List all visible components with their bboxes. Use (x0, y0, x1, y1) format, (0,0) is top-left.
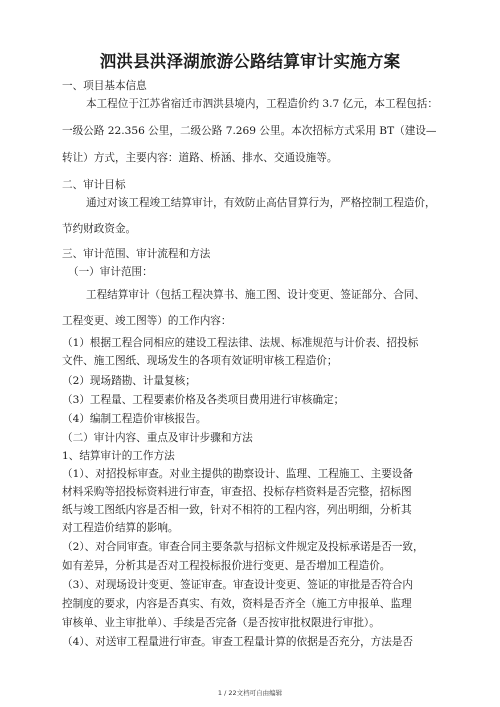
paragraph-line: 纸与竣工图纸内容是否相一致，针对不相符的工程内容，列出明细，分析其 (62, 504, 412, 516)
list-item: （2）现场踏勘、计量复核； (62, 375, 196, 387)
subsection-heading: （二）审计内容、重点及审计步骤和方法 (62, 432, 253, 444)
paragraph-line: 控制度的要求，内容是否真实、有效，资料是否齐全（施工方申报单、监理 (62, 598, 412, 610)
paragraph-line: 工程结算审计（包括工程决算书、施工图、设计变更、签证部分、合同、 (86, 289, 425, 301)
list-item-line: 文件、施工图纸、现场发生的各项有效证明审核工程造价； (62, 355, 338, 367)
paragraph-line: 工程变更、竣工图等）的工作内容： (62, 315, 232, 327)
paragraph-line: 材料采购等招投标资料进行审查，审查招、投标存档资料是否完整，招标图 (62, 486, 412, 498)
subsection-heading: （一）审计范围： (68, 266, 153, 278)
list-item: （4）编制工程造价审核报告。 (62, 413, 207, 425)
paragraph-line: 转让）方式，主要内容：道路、桥涵、排水、交通设施等。 (62, 152, 338, 164)
paragraph-line: （1）、对招投标审查。对业主提供的勘察设计、监理、工程施工、主要设备 (62, 468, 414, 480)
paragraph-line: 审核单、业主审批单）、手续是否完备（是否按审批权限进行审批）。 (62, 617, 380, 629)
subsection-heading: 1、结算审计的工作方法 (62, 450, 175, 462)
paragraph-line: （3）、对现场设计变更、签证审查。审查设计变更、签证的审批是否符合内 (62, 579, 414, 591)
paragraph-line: （2）、对合同审查。审查合同主要条款与招标文件规定及投标承诺是否一致， (62, 541, 424, 553)
document-title: 泗洪县洪泽湖旅游公路结算审计实施方案 (99, 52, 401, 71)
paragraph-line: 对工程造价结算的影响。 (62, 522, 179, 534)
section-heading: 二、审计目标 (62, 179, 126, 191)
list-item: （3）工程量、工程要素价格及各类项目费用进行审核确定； (62, 394, 345, 406)
section-heading: 三、审计范围、审计流程和方法 (62, 248, 211, 260)
paragraph-line: 一级公路 22.356 公里，二级公路 7.269 公里。本次招标方式采用 BT（建设— (62, 125, 437, 137)
paragraph-line: 本工程位于江苏省宿迁市泗洪县境内，工程造价约 3.7 亿元，本工程包括： (86, 98, 438, 110)
paragraph-line: 如有差异，分析其是否对工程投标报价进行变更、是否增加工程造价。 (62, 560, 391, 572)
paragraph-line: 通过对该工程竣工结算审计，有效防止高估冒算行为，严格控制工程造价， (86, 197, 436, 209)
paragraph-line: 节约财政资金。 (62, 223, 137, 235)
paragraph-line: （4）、对送审工程量进行审查。审查工程量计算的依据是否充分，方法是否 (62, 636, 414, 648)
list-item-line: （1）根据工程合同相应的建设工程法律、法规、标准规范与计价表、招投标 (62, 337, 419, 349)
page-footer: 1 / 22文档可自由编辑 (217, 689, 283, 697)
section-heading: 一、项目基本信息 (62, 80, 147, 92)
